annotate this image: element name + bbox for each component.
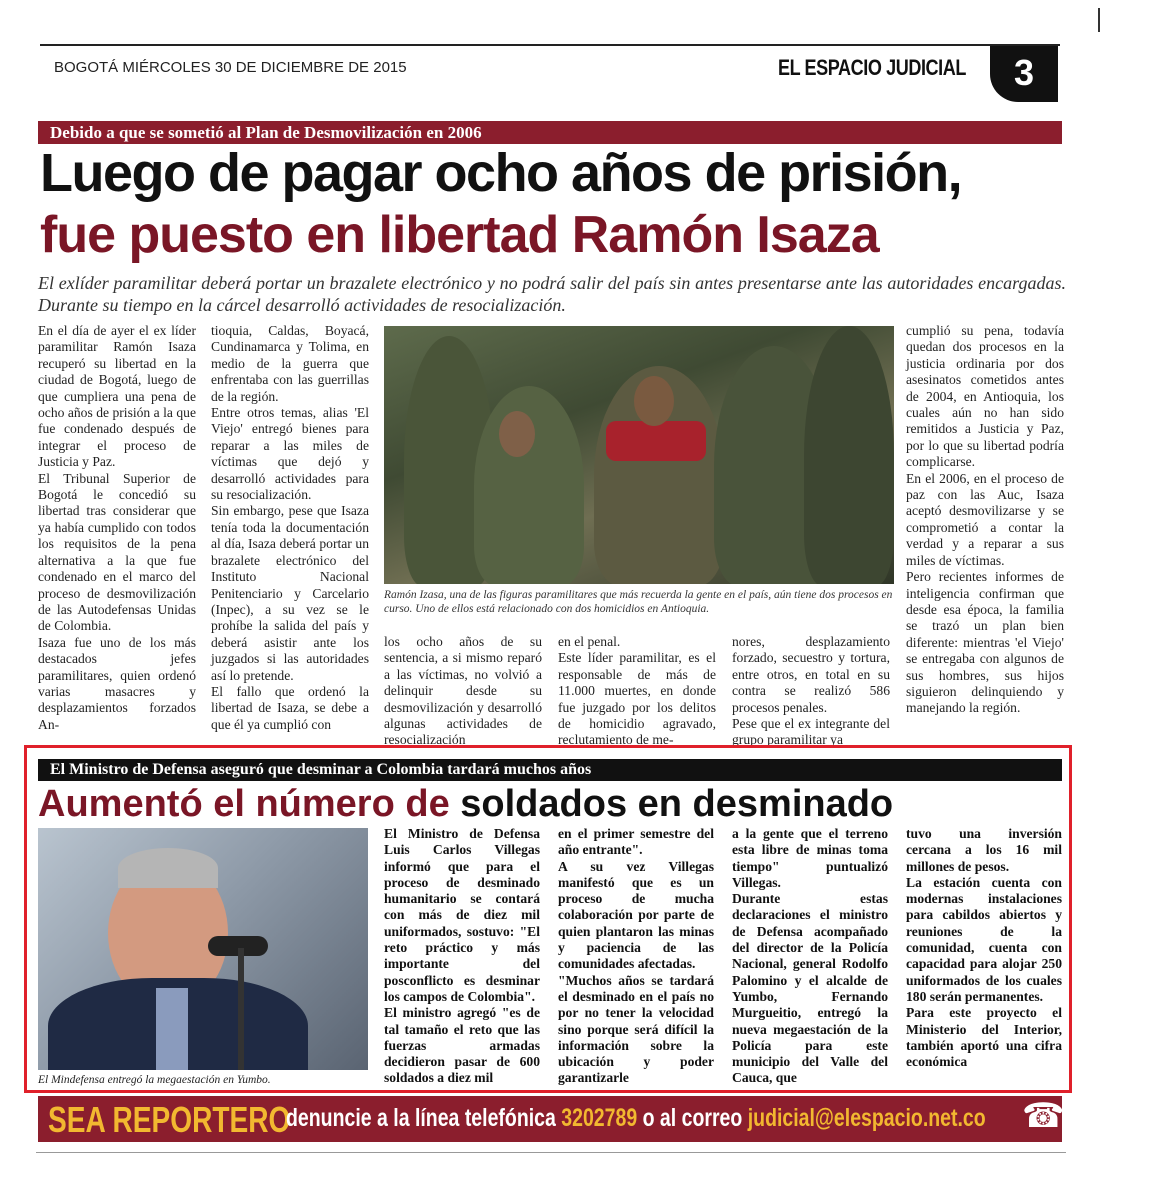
paragraph: Isaza fue uno de los más destacados jefes paramilitares, quien ordenó varias masacres y desplazamientos forzados An- — [38, 634, 196, 732]
minister-photo-caption: El Mindefensa entregó la megaestación en Yumbo. — [38, 1074, 271, 1086]
main-headline-line2: fue puesto en libertad Ramón Isaza — [40, 206, 879, 264]
paragraph: El Ministro de Defensa Luis Carlos Villegas informó que para el proceso de desminado humanitario se contará con más de diez mil uniformados, sostuvo: "El reto práctico y más importante del posconflicto es desminar los campos de Colombia". — [384, 826, 540, 1004]
main-column-5 — [732, 634, 890, 749]
minister-photo — [38, 828, 368, 1070]
paragraph: El fallo que ordenó la libertad de Isaza, se debe a que él ya cumplió con — [211, 683, 369, 732]
paragraph: Entre otros temas, alias 'El Viejo' entregó bienes para reparar a las miles de víctimas que dejó y desarrolló actividades para su resocialización. — [211, 405, 369, 503]
phone-icon: ☎ — [1022, 1096, 1065, 1136]
second-headline-part2: soldados en desminado — [460, 783, 894, 825]
second-kicker: El Ministro de Defensa aseguró que desminar a Colombia tardará muchos años — [50, 761, 592, 778]
paragraph: cumplió su pena, todavía quedan dos procesos en la justicia ordinaria por dos asesinatos cometidos antes de 2004, en Antioquia, los cuales aún no han sido remitidos a Justicia y Paz, por lo que su libertad podría complicarse. — [906, 323, 1064, 470]
second-column-3 — [732, 826, 888, 1087]
paragraph: Pero recientes informes de inteligencia confirman que desde esa época, la familia se trazó un plan bien diferente: mientras 'el Viejo' se entregaba con algunos de sus hombres, sus hijos siguieron delinquiendo y manejando la región. — [906, 569, 1064, 716]
paragraph: los ocho años de su sentencia, a si mismo reparó a las víctimas, no volvió a delinquir desde su desmovilización y desarrolló algunas actividades de resocialización — [384, 634, 542, 748]
main-column-2 — [211, 323, 369, 733]
paragraph: "Muchos años se tardará el desminado en el país no por no tener la velocidad sino porque será difícil la información sobre la ubicación y poder garantizarle — [558, 972, 714, 1086]
paragraph: En el 2006, en el proceso de paz con las Auc, Isaza aceptó desmovilizarse y se comprometió a contar la verdad y a reparar a sus miles de víctimas. — [906, 470, 1064, 568]
second-column-4 — [906, 826, 1062, 1070]
second-column-2 — [558, 826, 714, 1087]
footer-text-b: o al correo — [642, 1104, 743, 1132]
footer-label: SEA REPORTERO — [48, 1099, 291, 1140]
main-headline-line1: Luego de pagar ocho años de prisión, — [40, 143, 962, 203]
second-column-1 — [384, 826, 540, 1087]
section-title: EL ESPACIO JUDICIAL — [778, 55, 967, 80]
main-kicker-bar — [38, 121, 1062, 144]
paragraph: Este líder paramilitar, es el responsable de más de 11.000 muertes, en donde fue juzgado por los delitos de homicidio agravado, reclutamiento de me- — [558, 650, 716, 748]
paragraph: El Tribunal Superior de Bogotá le concedió su libertad tras considerar que ya había cumplido con todos los requisitos de la pena alternativa a la que fue condenado en el marco del proceso de desmovilización de las Autodefensas Unidas de Colombia. — [38, 470, 196, 634]
footer-contact — [286, 1104, 986, 1133]
paragraph: Sin embargo, pese que Isaza tenía toda la documentación al día, Isaza deberá portar un brazalete electrónico del Instituto Nacional Penitenciario y Carcelario (Inpec), a su vez se le prohíbe la salida del país y deberá asistir ante los juzgados si las autoridades así lo pretende. — [211, 503, 369, 683]
soldiers-photo — [384, 326, 894, 584]
second-headline — [38, 779, 1068, 829]
paragraph: La estación cuenta con modernas instalaciones para cabildos abiertos y reuniones de la comunidad, cuenta con capacidad para alojar 250 uniformados de los cuales 180 serán permanentes. — [906, 874, 1062, 1004]
footer-email: judicial@elespacio.net.co — [747, 1104, 986, 1132]
main-column-4 — [558, 634, 716, 749]
main-kicker: Debido a que se sometió al Plan de Desmovilización en 2006 — [50, 123, 482, 142]
main-column-1 — [38, 323, 196, 733]
paragraph: tioquia, Caldas, Boyacá, Cundinamarca y Tolima, en medio de la guerra que enfrentaba con las guerrillas de la región. — [211, 323, 369, 404]
paragraph: en el primer semestre del año entrante". — [558, 826, 714, 858]
second-kicker-bar — [38, 759, 1062, 781]
paragraph: nores, desplazamiento forzado, secuestro y tortura, entre otros, en total en su contra se realizó 586 procesos penales. — [732, 634, 890, 715]
soldiers-photo-caption: Ramón Izasa, una de las figuras paramilitares que más recuerda la gente en el país, aún tiene dos procesos en curso. Uno de ellos está relacionado con dos homicidios en Antioquia. — [384, 589, 893, 615]
main-deck: El exlíder paramilitar deberá portar un brazalete electrónico y no podrá salir del país sin antes presentarse ante las autoridades encargadas. Durante su tiempo en la cárcel desarrolló actividades de resocialización. — [38, 273, 1066, 315]
paragraph: a la gente que el terreno esta libre de minas toma tiempo" puntualizó Villegas. — [732, 826, 888, 890]
footer-phone: 3202789 — [561, 1104, 638, 1132]
paragraph: En el día de ayer el ex líder paramilitar Ramón Isaza recuperó su libertad en la ciudad de Bogotá, luego de que cumpliera una pena de ocho años de prisión a la que fue condenado después de integrar el proceso de Justicia y Paz. — [38, 323, 196, 470]
main-column-3 — [384, 634, 542, 749]
dateline: BOGOTÁ MIÉRCOLES 30 DE DICIEMBRE DE 2015 — [54, 59, 407, 76]
bottom-rule — [36, 1152, 1066, 1153]
page-number: 3 — [1013, 52, 1035, 93]
paragraph: Durante estas declaraciones el ministro de Defensa acompañado del director de la Policía Nacional, general Rodolfo Palomino y el alcalde de Yumbo, Fernando Murgueitio, entregó la nueva megaestación de la Policía para este municipio del Valle del Cauca, que — [732, 891, 888, 1086]
paragraph: A su vez Villegas manifestó que es un proceso de mucha colaboración por parte de quien plantaron las minas y paciencia de las comunidades afectadas. — [558, 858, 714, 972]
main-column-6 — [906, 323, 1064, 717]
top-rule — [40, 44, 1060, 46]
paragraph: El ministro agregó "es de tal tamaño el reto que las fuerzas armadas decidieron pasar de 600 soldados a diez mil — [384, 1005, 540, 1086]
paragraph: Pese que el ex integrante del grupo paramilitar ya — [732, 716, 890, 748]
paragraph: tuvo una inversión cercana a los 16 mil millones de pesos. — [906, 826, 1062, 874]
second-headline-part1: Aumentó el número de — [38, 783, 450, 825]
paragraph: Para este proyecto el Ministerio del Interior, también aportó una cifra económica — [906, 1005, 1062, 1070]
scan-mark — [1098, 8, 1100, 32]
footer-text-a: denuncie a la línea telefónica — [286, 1104, 556, 1132]
paragraph: en el penal. — [558, 634, 621, 649]
